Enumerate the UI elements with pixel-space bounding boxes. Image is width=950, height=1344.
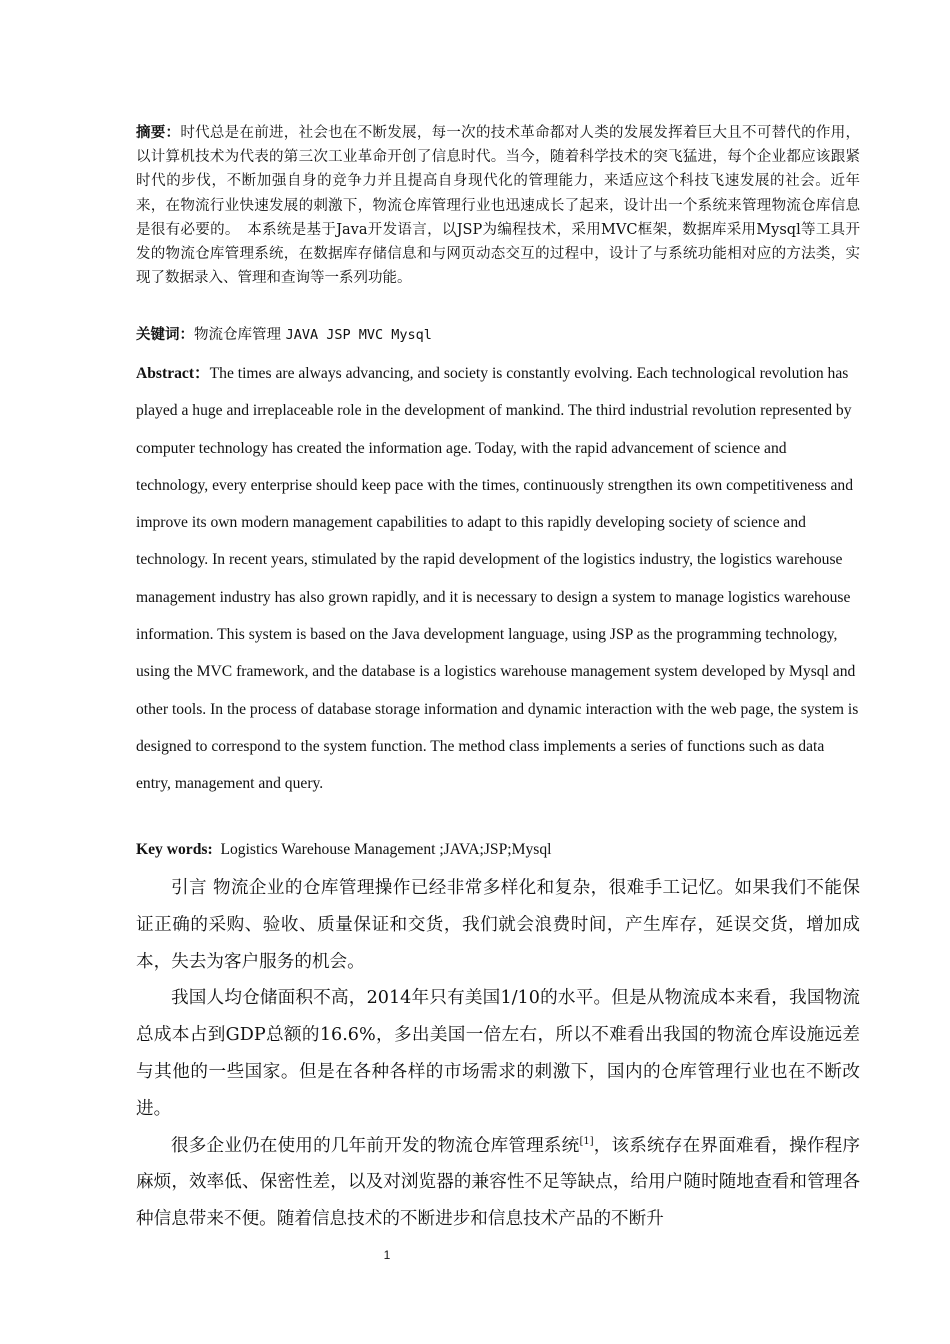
legacy-systems-text-end: ，该系统存在界面难看，操作程序麻烦，效率低、保密性差，以及对浏览器的兼容性不足等缺点，给用户随时随地查看和管理各种信息带来不便。随着信息技术的不断进步和信息技术产品的不断升 bbox=[136, 1135, 860, 1230]
english-keywords bbox=[136, 838, 860, 862]
english-abstract bbox=[136, 355, 860, 803]
chinese-abstract-text: 时代总是在前进，社会也在不断发展，每一次的技术革命都对人类的发展发挥着巨大且不可替代的作用，以计算机技术为代表的第三次工业革命开创了信息时代。当今，随着科学技术的突飞猛进，每个企业都应该跟紧时代的步伐，不断加强自身的竞争力并且提高自身现代化的管理能力，来适应这个科技飞速发展的社会。近年来，在物流行业快速发展的刺激下，物流仓库管理行业也迅速成长了起来，设计出一个系统来管理物流仓库信息是很有必要的。 本系统是基于Java开发语言，以JSP为编程技术，采用MVC框架，数据库采用Mysql等工具开发的物流仓库管理系统，在数据库存储信息和与网页动态交互的过程中，设计了与系统功能相对应的方法类，实现了数据录入、管理和查询等一系列功能。 bbox=[136, 125, 860, 287]
english-keywords-text: Logistics Warehouse Management ;JAVA;JSP;Mysql bbox=[220, 841, 552, 858]
english-keywords-label: Key words: bbox=[136, 841, 213, 858]
citation-reference[interactable]: [1] bbox=[579, 1135, 594, 1147]
chinese-keywords-prefix: 物流仓库管理 bbox=[194, 327, 286, 343]
legacy-systems-text-start: 很多企业仍在使用的几年前开发的物流仓库管理系统 bbox=[171, 1135, 580, 1156]
english-abstract-text: The times are always advancing, and society is constantly evolving. Each technological revolution has played a huge and irreplaceable role in the development of mankind. The third industrial revolution represented by computer technology has created the information age. Today, with the rapid advancement of science and technology, every enterprise should keep pace with the times, continuously strengthen its own competitiveness and improve its own modern management capabilities to adapt to this rapidly developing society of science and technology. In recent years, stimulated by the rapid development of the logistics industry, the logistics warehouse management industry has also grown rapidly, and it is necessary to design a system to manage logistics warehouse information. This system is based on the Java development language, using JSP as the programming technology, using the MVC framework, and the database is a logistics warehouse management system developed by Mysql and other tools. In the process of database storage information and dynamic interaction with the web page, the system is designed to correspond to the system function. The method class implements a series of functions such as data entry, management and query. bbox=[136, 365, 859, 793]
intro-paragraph: 引言 物流企业的仓库管理操作已经非常多样化和复杂，很难手工记忆。如果我们不能保证正确的采购、验收、质量保证和交货，我们就会浪费时间，产生库存，延误交货，增加成本，失去为客户服务的机会。 bbox=[136, 878, 860, 972]
legacy-systems-paragraph bbox=[136, 1128, 860, 1238]
chinese-abstract bbox=[136, 121, 860, 290]
chinese-abstract-label: 摘要： bbox=[136, 125, 181, 141]
body-text bbox=[136, 870, 860, 1238]
chinese-keywords bbox=[136, 323, 860, 347]
warehouse-statistics-paragraph: 我国人均仓储面积不高，2014年只有美国1/10的水平。但是从物流成本来看，我国物流总成本占到GDP总额的16.6%，多出美国一倍左右，所以不难看出我国的物流仓库设施远差与其他的一些国家。但是在各种各样的市场需求的刺激下，国内的仓库管理行业也在不断改进。 bbox=[136, 988, 860, 1119]
page-number: 1 bbox=[383, 1248, 391, 1262]
english-abstract-label: Abstract： bbox=[136, 365, 210, 382]
chinese-keywords-terms: JAVA JSP MVC Mysql bbox=[285, 327, 432, 343]
chinese-keywords-label: 关键词： bbox=[136, 327, 194, 343]
